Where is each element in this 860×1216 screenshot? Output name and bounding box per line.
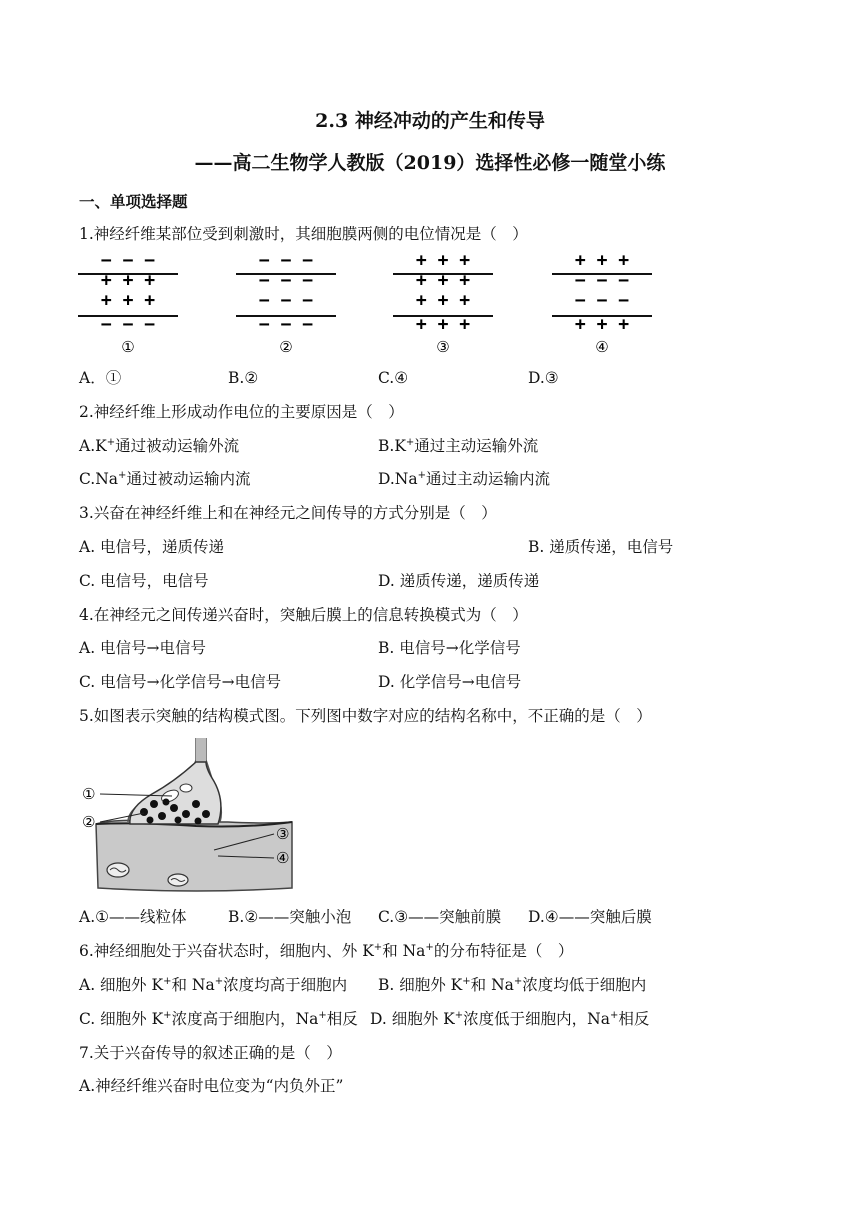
diagram-label: ② — [279, 338, 293, 356]
q5-option-b: B.②——突触小泡 — [228, 908, 352, 926]
membrane-diagram-1 — [78, 252, 178, 356]
synapse-diagram — [78, 738, 310, 898]
q3-option-c: C. 电信号，电信号 — [79, 572, 209, 590]
synapse-label-2: ② — [82, 813, 96, 831]
q6-option-b: B. 细胞外 K+和 Na+浓度均低于细胞内 — [378, 975, 647, 994]
q6-stem: 6.神经细胞处于兴奋状态时，细胞内、外 K+和 Na+的分布特征是（ ） — [79, 941, 574, 960]
q4-stem: 4.在神经元之间传递兴奋时，突触后膜上的信息转换模式为（ ） — [79, 606, 528, 624]
charge-row: − − − — [258, 270, 314, 291]
diagram-label: ③ — [436, 338, 450, 356]
q1-option-c: C.④ — [378, 369, 409, 387]
charge-row: − − − — [574, 270, 630, 291]
q4-option-d: D. 化学信号→电信号 — [378, 673, 522, 691]
q4-option-a: A. 电信号→电信号 — [79, 639, 207, 657]
q6-option-a: A. 细胞外 K+和 Na+浓度均高于细胞内 — [79, 975, 348, 994]
title-line-2: ——高二生物学人教版（2019）选择性必修一随堂小练 — [194, 152, 666, 174]
charge-row: − − − — [100, 314, 156, 335]
section-heading: 一、单项选择题 — [79, 192, 188, 211]
charge-row: + + + — [415, 290, 471, 311]
charge-row: + + + — [415, 270, 471, 291]
charge-row: − − − — [258, 290, 314, 311]
q3-stem: 3.兴奋在神经纤维上和在神经元之间传导的方式分别是（ ） — [79, 504, 497, 522]
q2-option-a: A.K+通过被动运输外流 — [79, 436, 240, 455]
q1-option-d: D.③ — [528, 369, 559, 387]
membrane-diagram-4 — [552, 252, 652, 356]
charge-row: − − − — [100, 252, 156, 271]
q2-stem: 2.神经纤维上形成动作电位的主要原因是（ ） — [79, 403, 404, 421]
charge-row: − − − — [258, 314, 314, 335]
charge-row: + + + — [415, 314, 471, 335]
charge-row: + + + — [100, 290, 156, 311]
charge-row: + + + — [100, 270, 156, 291]
charge-row: + + + — [574, 314, 630, 335]
q1-stem: 1.神经纤维某部位受到刺激时，其细胞膜两侧的电位情况是（ ） — [79, 225, 528, 243]
q7-option-a: A.神经纤维兴奋时电位变为“内负外正” — [79, 1077, 344, 1095]
q3-option-b: B. 递质传递，电信号 — [528, 538, 674, 556]
q6-option-d: D. 细胞外 K+浓度低于细胞内，Na+相反 — [370, 1009, 650, 1028]
charge-row: + + + — [415, 252, 471, 271]
membrane-diagram-2 — [236, 252, 336, 356]
q1-option-a: A．① — [79, 369, 122, 387]
q5-option-c: C.③——突触前膜 — [378, 908, 502, 926]
q2-option-c: C.Na+通过被动运输内流 — [79, 469, 251, 488]
synapse-label-3: ③ — [276, 825, 290, 843]
charge-row: + + + — [574, 252, 630, 271]
charge-row: − − − — [574, 290, 630, 311]
membrane-diagram-3 — [393, 252, 493, 356]
q6-option-c: C. 细胞外 K+浓度高于细胞内，Na+相反 — [79, 1009, 358, 1028]
q4-option-b: B. 电信号→化学信号 — [378, 639, 521, 657]
title-line-1: 2.3 神经冲动的产生和传导 — [315, 110, 545, 132]
q1-membrane-diagrams — [70, 252, 690, 360]
diagram-label: ① — [121, 338, 135, 356]
q3-option-d: D. 递质传递，递质传递 — [378, 572, 540, 590]
q2-option-d: D.Na+通过主动运输内流 — [378, 469, 551, 488]
charge-row: − − − — [258, 252, 314, 271]
synapse-label-4: ④ — [276, 849, 290, 867]
q2-option-b: B.K+通过主动运输外流 — [378, 436, 539, 455]
q3-option-a: A. 电信号，递质传递 — [79, 538, 225, 556]
q7-stem: 7.关于兴奋传导的叙述正确的是（ ） — [79, 1044, 342, 1062]
q1-option-b: B.② — [228, 369, 259, 387]
q5-option-a: A.①——线粒体 — [79, 908, 187, 926]
q5-option-d: D.④——突触后膜 — [528, 908, 652, 926]
q4-option-c: C. 电信号→化学信号→电信号 — [79, 673, 282, 691]
synapse-label-1: ① — [82, 785, 96, 803]
diagram-label: ④ — [595, 338, 609, 356]
q5-stem: 5.如图表示突触的结构模式图。下列图中数字对应的结构名称中，不正确的是（ ） — [79, 707, 652, 725]
